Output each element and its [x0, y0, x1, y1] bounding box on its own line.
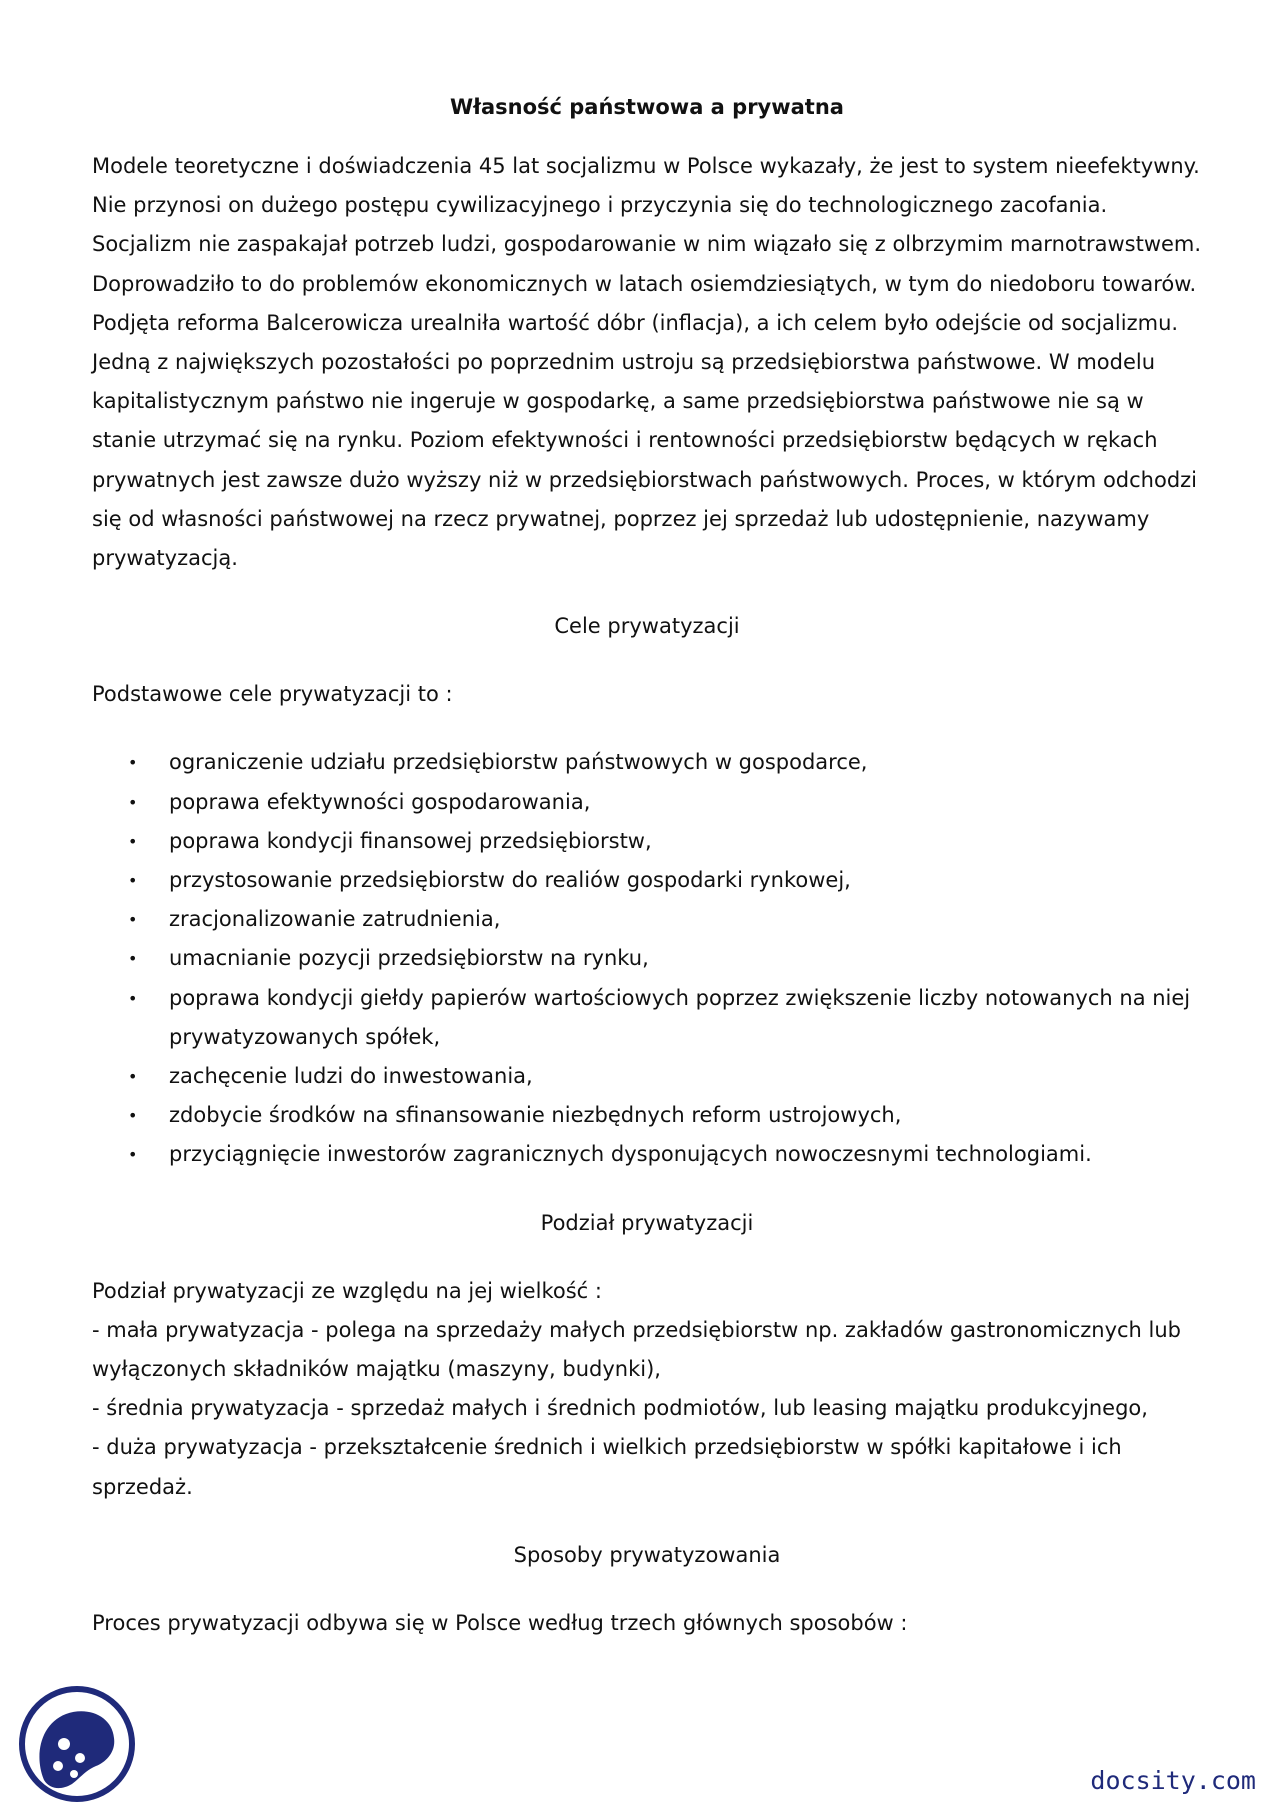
list-item: • przyciągnięcie inwestorów zagranicznych dysponujących nowoczesnymi technologiami. [92, 1135, 1202, 1174]
section-heading-division: Podział prywatyzacji [540, 1210, 754, 1235]
list-item: • umacnianie pozycji przedsiębiorstw na rynku, [92, 939, 1202, 978]
list-item: • przystosowanie przedsiębiorstw do realiów gospodarki rynkowej, [92, 861, 1202, 900]
bullet-icon: • [128, 871, 138, 891]
docsity-logo-icon [14, 1686, 140, 1802]
methods-intro: Proces prywatyzacji odbywa się w Polsce według trzech głównych sposobów : [92, 1610, 908, 1635]
list-item: • zracjonalizowanie zatrudnienia, [92, 900, 1202, 939]
document-title: Własność państwowa a prywatna [450, 95, 844, 119]
goals-list [92, 743, 1202, 1174]
bullet-icon: • [128, 831, 138, 851]
bullet-icon: • [128, 949, 138, 969]
list-item: • ograniczenie udziału przedsiębiorstw państwowych w gospodarce, [92, 743, 1202, 782]
paragraph-intro: Modele teoretyczne i doświadczenia 45 lat socjalizmu w Polsce wykazały, że jest to system nieefektywny. Nie przynosi on dużego postępu cywilizacyjnego i przyczynia się do technologicznego zacofania. Socjalizm nie zaspakajał potrzeb ludzi, gospodarowanie w nim wiązało się z olbrzymim marnotrawstwem. Doprowadziło to do problemów ekonomicznych w latach osiemdziesiątych, w tym do niedoboru towarów. Podjęta reforma Balcerowicza urealniła wartość dóbr (inflacja), a ich celem było odejście od socjalizmu. Jedną z największych pozostałości po poprzednim ustroju są przedsiębiorstwa państwowe. W modelu kapitalistycznym państwo nie ingeruje w gospodarkę, a same przedsiębiorstwa państwowe nie są w stanie utrzymać się na rynku. Poziom efektywności i rentowności przedsiębiorstw będących w rękach prywatnych jest zawsze dużo wyższy niż w przedsiębiorstwach państwowych. Proces, w którym odchodzi się od własności państwowej na rzecz prywatnej, poprzez jej sprzedaż lub udostępnienie, nazywamy prywatyzacją. [92, 154, 1202, 571]
list-item: • zdobycie środków na sfinansowanie niezbędnych reform ustrojowych, [92, 1096, 1202, 1135]
list-item: • poprawa kondycji giełdy papierów wartościowych poprzez zwiększenie liczby notowanych na niej prywatyzowanych spółek, [92, 979, 1202, 1057]
section-heading-goals: Cele prywatyzacji [554, 614, 740, 639]
section-heading-methods: Sposoby prywatyzowania [513, 1542, 781, 1567]
bullet-icon: • [128, 753, 138, 773]
docsity-brand-link[interactable]: docsity.com [1090, 1766, 1256, 1795]
bullet-icon: • [128, 1067, 138, 1087]
division-line: - średnia prywatyzacja - sprzedaż małych i średnich podmiotów, lub leasing majątku produkcyjnego, [92, 1396, 1148, 1421]
goals-intro: Podstawowe cele prywatyzacji to : [92, 682, 453, 707]
bullet-icon: • [128, 792, 138, 812]
bullet-icon: • [128, 988, 138, 1008]
division-line: - duża prywatyzacja - przekształcenie średnich i wielkich przedsiębiorstw w spółki kapitałowe i ich sprzedaż. [92, 1435, 1122, 1499]
division-line: Podział prywatyzacji ze względu na jej wielkość : [92, 1278, 602, 1303]
bullet-icon: • [128, 910, 138, 930]
list-item: • zachęcenie ludzi do inwestowania, [92, 1057, 1202, 1096]
division-line: - mała prywatyzacja - polega na sprzedaży małych przedsiębiorstw np. zakładów gastronomicznych lub wyłączonych składników majątku (maszyny, budynki), [92, 1317, 1182, 1382]
document-page [92, 88, 1202, 1643]
list-item: • poprawa kondycji finansowej przedsiębiorstw, [92, 822, 1202, 861]
list-item: • poprawa efektywności gospodarowania, [92, 783, 1202, 822]
bullet-icon: • [128, 1106, 138, 1126]
bullet-icon: • [128, 1145, 138, 1165]
division-text [92, 1272, 1202, 1507]
